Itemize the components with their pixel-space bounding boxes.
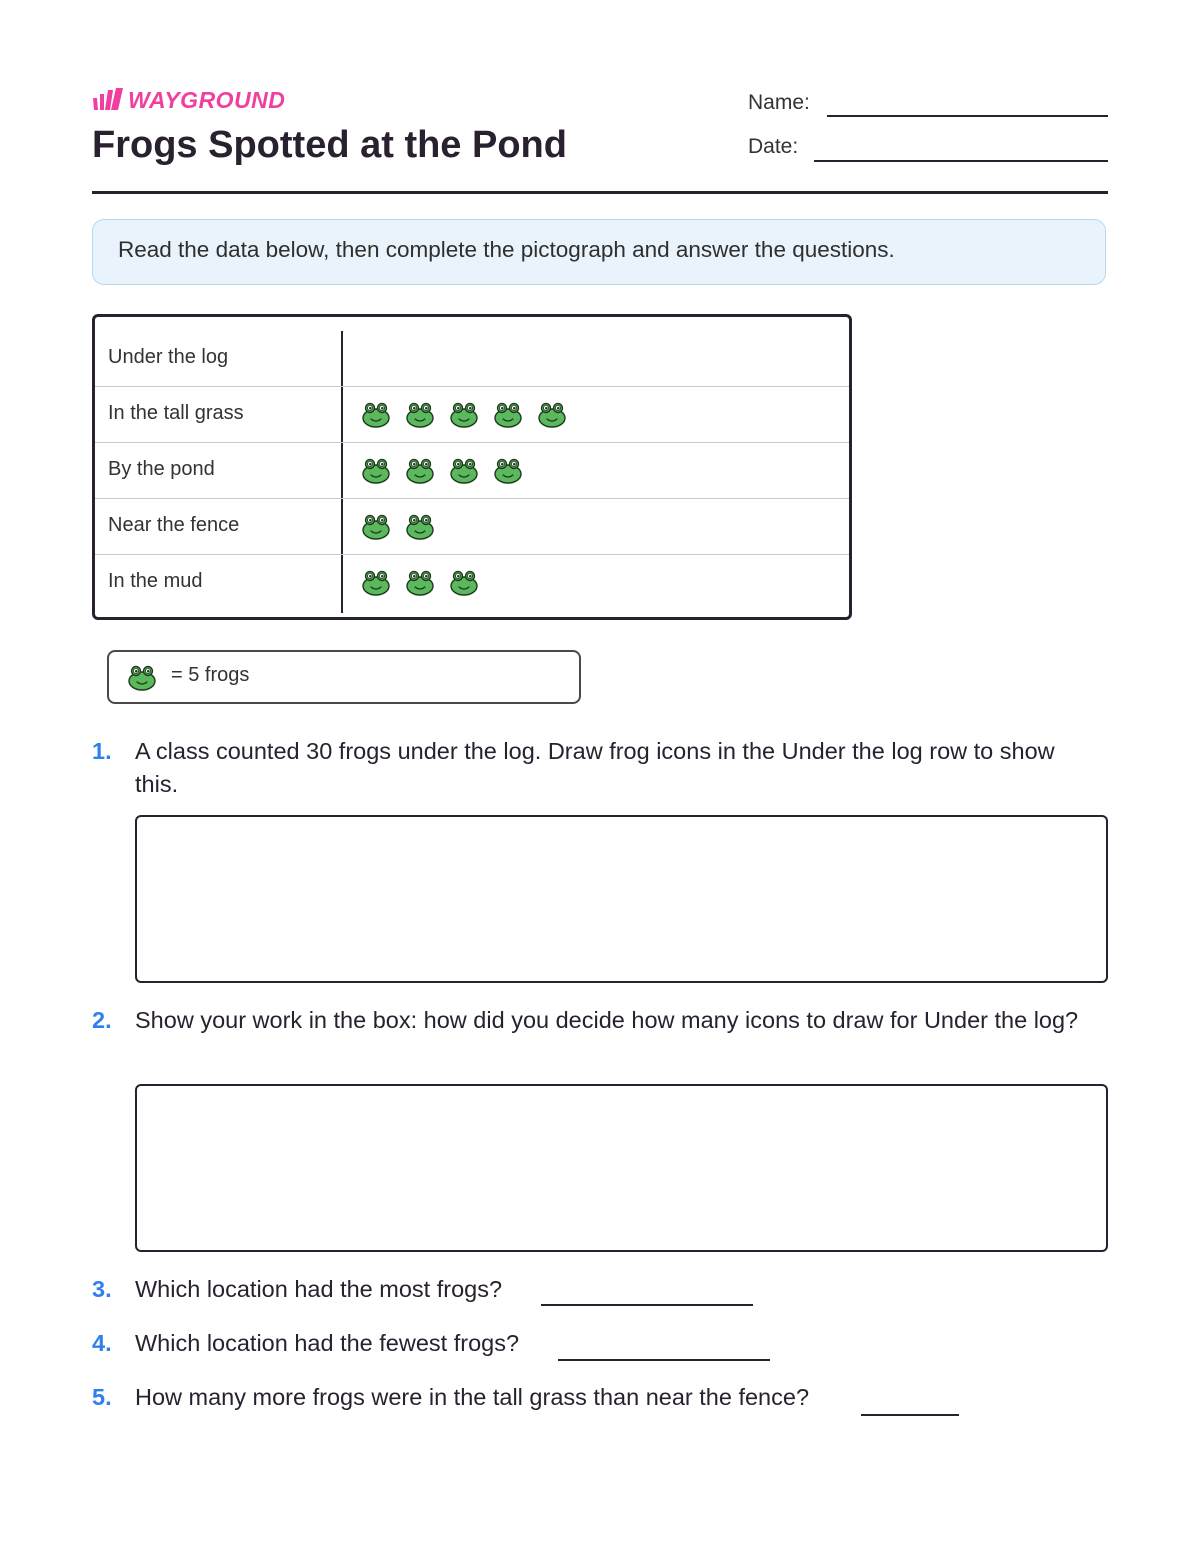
page-title: Frogs Spotted at the Pond bbox=[92, 124, 567, 166]
question-text: A class counted 30 frogs under the log. Draw frog icons in the Under the log row to show this. bbox=[135, 738, 1055, 797]
question-2 bbox=[92, 1004, 1108, 1074]
row-label: Under the log bbox=[108, 346, 229, 368]
question-text: Which location had the most frogs? bbox=[135, 1276, 503, 1302]
name-field[interactable] bbox=[827, 115, 1108, 117]
pictograph-key bbox=[107, 650, 581, 704]
question-5 bbox=[92, 1381, 1108, 1417]
answer-box-2[interactable] bbox=[135, 1084, 1108, 1252]
pictograph-table bbox=[92, 314, 852, 620]
row-label: In the mud bbox=[108, 570, 203, 592]
frog-icon bbox=[537, 402, 567, 428]
frog-icon bbox=[405, 458, 435, 484]
instructions-banner bbox=[92, 219, 1106, 285]
row-icons-by-the-pond bbox=[361, 458, 523, 484]
frog-icon bbox=[405, 402, 435, 428]
pictograph-row bbox=[95, 442, 849, 498]
question-number: 4. bbox=[92, 1330, 112, 1356]
brand-logo bbox=[92, 86, 285, 114]
pictograph-row bbox=[95, 330, 849, 386]
question-4 bbox=[92, 1327, 1108, 1363]
row-icons-in-the-mud bbox=[361, 570, 479, 596]
question-number: 1. bbox=[92, 738, 112, 764]
wayground-logo-icon bbox=[92, 88, 124, 112]
frog-icon bbox=[361, 402, 391, 428]
key-text: = 5 frogs bbox=[171, 664, 250, 686]
answer-box-1[interactable] bbox=[135, 815, 1108, 983]
frog-icon bbox=[361, 514, 391, 540]
answer-blank-4[interactable] bbox=[558, 1359, 770, 1361]
pictograph-row bbox=[95, 498, 849, 554]
pictograph-row bbox=[95, 386, 849, 442]
question-text: Show your work in the box: how did you decide how many icons to draw for Under the log? bbox=[135, 1007, 1079, 1033]
question-text: Which location had the fewest frogs? bbox=[135, 1330, 520, 1356]
frog-icon bbox=[361, 570, 391, 596]
row-icons-near-the-fence bbox=[361, 514, 435, 540]
frog-icon bbox=[493, 402, 523, 428]
question-number: 5. bbox=[92, 1384, 112, 1410]
date-field[interactable] bbox=[814, 160, 1108, 162]
frog-icon bbox=[361, 458, 391, 484]
pictograph-row bbox=[95, 554, 849, 610]
frog-icon bbox=[127, 665, 157, 691]
frog-icon bbox=[449, 570, 479, 596]
instructions-text: Read the data below, then complete the pictograph and answer the questions. bbox=[118, 237, 895, 262]
header-divider bbox=[92, 191, 1108, 194]
frog-icon bbox=[493, 458, 523, 484]
question-number: 2. bbox=[92, 1007, 112, 1033]
answer-blank-5[interactable] bbox=[861, 1414, 959, 1416]
frog-icon bbox=[449, 458, 479, 484]
logo-text: WAYGROUND bbox=[128, 87, 286, 113]
frog-icon bbox=[405, 514, 435, 540]
name-label: Name: bbox=[748, 91, 810, 114]
date-label: Date: bbox=[748, 135, 799, 158]
frog-icon bbox=[405, 570, 435, 596]
question-number: 3. bbox=[92, 1276, 112, 1302]
frog-icon bbox=[449, 402, 479, 428]
row-label: In the tall grass bbox=[108, 402, 244, 424]
row-label: Near the fence bbox=[108, 514, 240, 536]
row-label: By the pond bbox=[108, 458, 215, 480]
answer-blank-3[interactable] bbox=[541, 1304, 753, 1306]
row-icons-in-the-tall-grass bbox=[361, 402, 567, 428]
question-text: How many more frogs were in the tall grass than near the fence? bbox=[135, 1384, 810, 1410]
question-1 bbox=[92, 735, 1108, 805]
